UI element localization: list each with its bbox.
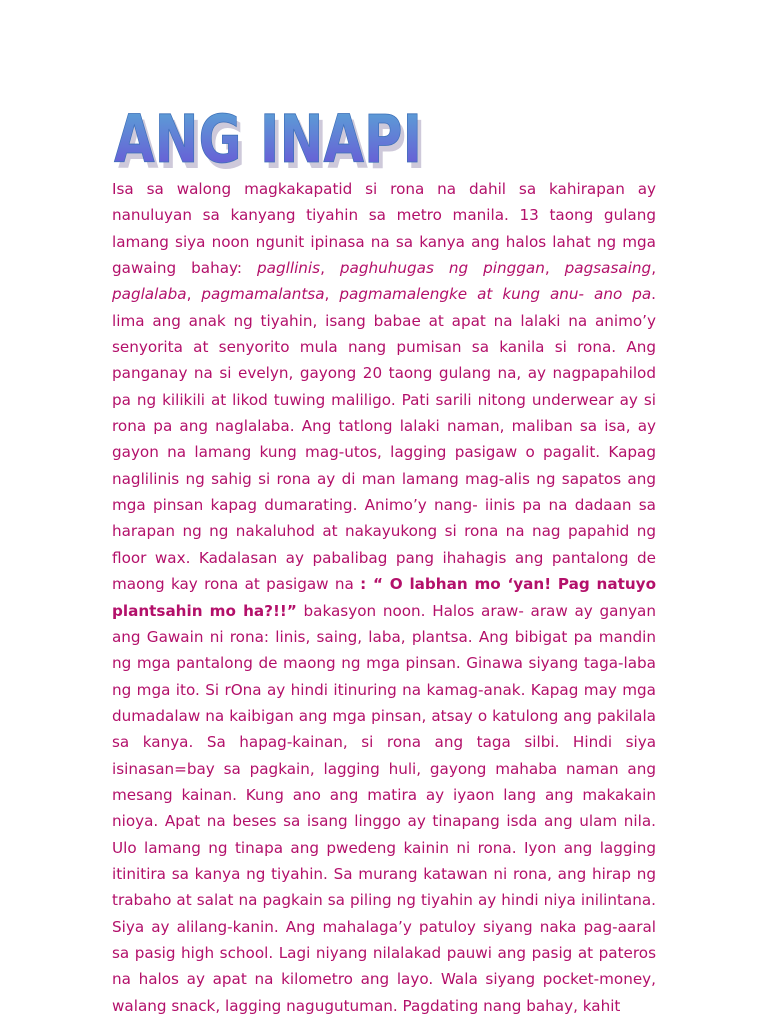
wordart-title bbox=[112, 88, 442, 174]
text-run: Isa sa walong magkakapatid si rona na dahil sa kahirapan ay nanuluyan sa kanyang tiyahin sa metro manila. 13 taong gulang lamang siya noon ngunit ipinasa na sa kanya ang halos lahat ng mga gawaing bahay: bbox=[112, 180, 656, 278]
italic-text-run: paglalaba bbox=[112, 285, 187, 304]
text-run: , bbox=[324, 285, 340, 304]
italic-text-run: pagllinis bbox=[257, 259, 321, 278]
italic-text-run: paghuhugas ng pinggan bbox=[339, 259, 545, 278]
text-run: , bbox=[651, 259, 657, 278]
story-body-paragraph bbox=[112, 176, 656, 1019]
text-run: . lima ang anak ng tiyahin, isang babae at apat na lalaki na animo’y senyorita at senyorito mula nang pumisan sa kanila si rona. Ang panganay na si evelyn, gayong 20 taong gulang na, ay nagpapahilod pa ng kilikili at likod tuwing maliligo. Pati sarili nitong underwear ay si rona pa ang naglalaba. Ang tatlong lalaki naman, maliban sa isa, ay gayon na lamang kung mag-utos, lagging pasigaw o pagalit. Kapag naglilinis ng sahig si rona ay di man lamang mag-alis ng sapatos ang mga pinsan kapag dumarating. Animo’y nang- iinis pa na dadaan sa harapan ng ng nakaluhod at nakayukong si rona na nag papahid ng floor wax. Kadalasan ay pabalibag pang ihahagis ang pantalong de maong kay rona at pasigaw na bbox=[112, 285, 656, 594]
bold-quote-run: : “ O labhan mo ‘yan! Pag natuyo plantsahin mo ha?!!” bbox=[112, 575, 656, 620]
document-title bbox=[112, 88, 442, 174]
text-run: , bbox=[186, 285, 202, 304]
italic-text-run: pagmamalengke at kung anu- ano pa bbox=[339, 285, 652, 304]
text-run: bakasyon noon. Halos araw- araw ay ganyan ang Gawain ni rona: linis, saing, laba, plantsa. Ang bibigat pa mandin ng mga pantalong de maong ng mga pinsan. Ginawa siyang taga-laba ng mga ito. Si rOna ay hindi itinuring na kamag-anak. Kapag may mga dumadalaw na kaibigan ang mga pinsan, atsay o katulong ang pakilala sa kanya. Sa hapag-kainan, si rona ang taga silbi. Hindi siya isinasan=bay sa pagkain, lagging huli, gayong mahaba naman ang mesang kainan. Kung ano ang matira ay iyaon lang ang makakain nioya. Apat na beses sa isang linggo ay tinapang isda ang ulam nila. Ulo lamang ng tinapa ang pwedeng kainin ni rona. Iyon ang lagging itinitira sa kanya ng tiyahin. Sa murang katawan ni rona, ang hirap ng trabaho at salat na pagkain sa piling ng tiyahin ay hindi niya inilintana. Siya ay alilang-kanin. Ang mahalaga’y patuloy siyang naka pag-aaral sa pasig high school. Lagi niyang nilalakad pauwi ang pasig at pateros na halos ay apat na kilometro ang layo. Wala siyang pocket-money, walang snack, lagging nagugutuman. Pagdating nang bahay, kahit bbox=[112, 601, 656, 1015]
text-run: , bbox=[320, 259, 340, 278]
italic-text-run: pagmamalantsa bbox=[201, 285, 325, 304]
title-shadow-text: ANG INAPI bbox=[118, 107, 426, 174]
title-text: ANG INAPI bbox=[114, 101, 422, 174]
text-run: , bbox=[544, 259, 565, 278]
italic-text-run: pagsasaing bbox=[564, 259, 652, 278]
